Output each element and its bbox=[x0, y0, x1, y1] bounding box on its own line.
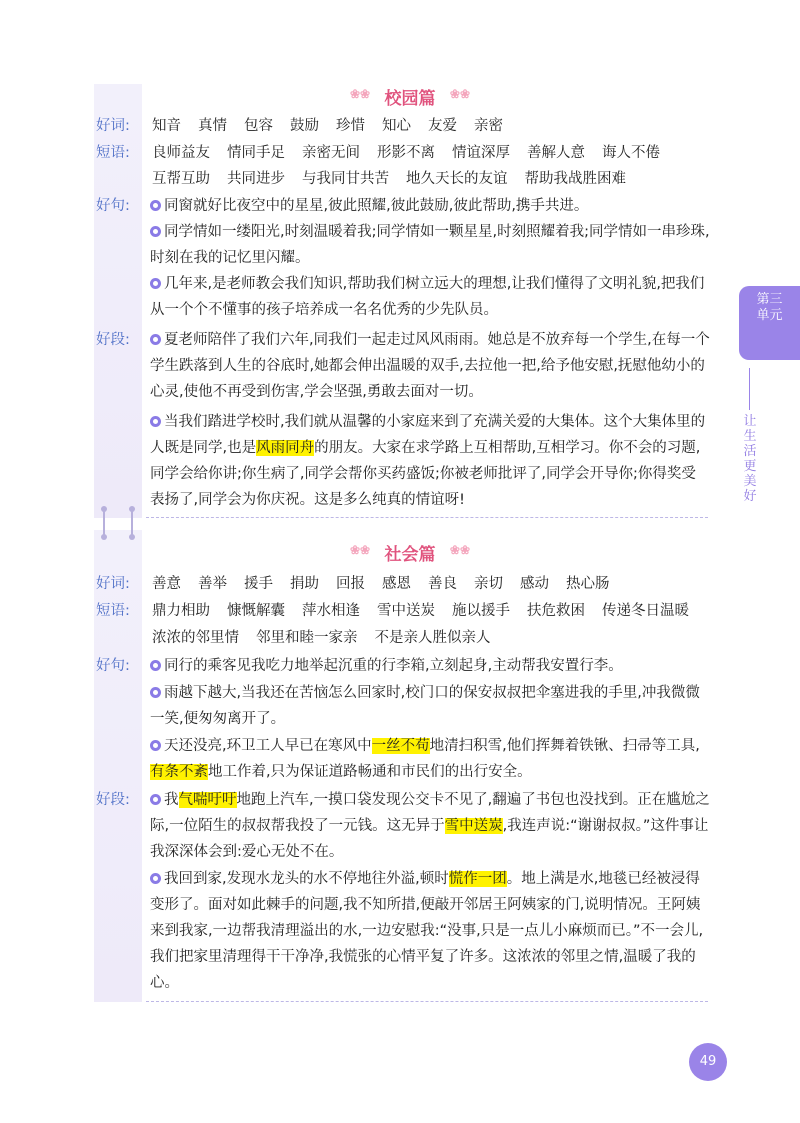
heart-ornament-icon: ❀❀ bbox=[350, 87, 371, 101]
phrase-item: 诲人不倦 bbox=[602, 145, 660, 161]
bullet-icon bbox=[150, 416, 161, 427]
paragraph-text: 我 bbox=[164, 792, 179, 808]
unit-tab[interactable] bbox=[739, 286, 800, 360]
bullet-icon bbox=[150, 794, 161, 805]
section-title-campus bbox=[340, 84, 480, 109]
word-item: 包容 bbox=[244, 118, 273, 134]
bullet-icon bbox=[150, 740, 161, 751]
unit-divider-line bbox=[749, 368, 750, 410]
good-words-label: 好词: bbox=[96, 576, 130, 592]
sentence-text: 几年来,是老师教会我们知识,帮助我们树立远大的理想,让我们懂得了文明礼貌,把我们从一个个不懂事的孩子培养成一名名优秀的少先队员。 bbox=[150, 276, 705, 318]
phrases-list-line1 bbox=[152, 598, 706, 624]
phrase-item: 不是亲人胜似亲人 bbox=[374, 630, 491, 646]
phrase-item: 扶危救困 bbox=[527, 603, 585, 619]
sentence-text: 同窗就好比夜空中的星星,彼此照耀,彼此鼓励,彼此帮助,携手共进。 bbox=[164, 198, 589, 214]
sentence-item bbox=[150, 653, 710, 679]
good-words-list bbox=[152, 571, 627, 597]
connector-dot bbox=[101, 534, 107, 540]
phrase-item: 形影不离 bbox=[377, 145, 435, 161]
section-divider bbox=[146, 1001, 708, 1002]
highlighted-idiom: 有条不紊 bbox=[150, 764, 208, 780]
paragraphs-label: 好段: bbox=[96, 792, 130, 808]
phrase-item: 帮助我战胜困难 bbox=[524, 171, 626, 187]
sentence-item bbox=[150, 680, 710, 732]
word-item: 知心 bbox=[382, 118, 411, 134]
paragraph-text: 地跑上汽车,一摸口袋发现公交卡不见了,翻遍了书包也没找到。正在尴尬之际,一位陌生的叔叔帮我投了一元钱。这无异于 bbox=[150, 792, 710, 834]
sentence-text: 地工作着,只为保证道路畅通和市民们的出行安全。 bbox=[208, 764, 532, 780]
heart-ornament-icon: ❀❀ bbox=[449, 87, 470, 101]
phrase-item: 良师益友 bbox=[152, 145, 210, 161]
sentence-text: 同行的乘客见我吃力地举起沉重的行李箱,立刻起身,主动帮我安置行李。 bbox=[164, 658, 623, 674]
phrases-list-line2 bbox=[152, 625, 508, 651]
bullet-icon bbox=[150, 278, 161, 289]
word-item: 感恩 bbox=[382, 576, 411, 592]
section-title-society bbox=[340, 540, 480, 565]
bullet-icon bbox=[150, 200, 161, 211]
word-item: 善良 bbox=[428, 576, 457, 592]
sentence-text: 同学情如一缕阳光,时刻温暖着我;同学情如一颗星星,时刻照耀着我;同学情如一串珍珠,时刻在我的记忆里闪耀。 bbox=[150, 224, 710, 266]
phrase-item: 传递冬日温暖 bbox=[602, 603, 689, 619]
highlighted-idiom: 气喘吁吁 bbox=[178, 792, 237, 808]
highlighted-idiom: 慌作一团 bbox=[448, 871, 507, 887]
paragraph-text: 的朋友。大家在求学路上互相帮助,互相学习。你不会的习题,同学会给你讲;你生病了,同学会帮你买药盛饭;你被老师批评了,同学会开导你;你得奖受表扬了,同学会为你庆祝。这是多么纯真的情谊呀! bbox=[150, 440, 701, 508]
bullet-icon bbox=[150, 660, 161, 671]
bullet-icon bbox=[150, 226, 161, 237]
phrase-item: 雪中送炭 bbox=[377, 603, 435, 619]
phrases-label: 短语: bbox=[96, 603, 130, 619]
word-item: 亲切 bbox=[474, 576, 503, 592]
sentence-item bbox=[150, 271, 710, 323]
word-item: 善意 bbox=[152, 576, 181, 592]
section-title-text: 社会篇 bbox=[384, 545, 436, 565]
phrase-item: 互帮互助 bbox=[152, 171, 210, 187]
bullet-icon bbox=[150, 687, 161, 698]
paragraph-item bbox=[150, 866, 710, 996]
bullet-icon bbox=[150, 873, 161, 884]
good-words-list bbox=[152, 113, 520, 139]
word-item: 友爱 bbox=[428, 118, 457, 134]
phrase-item: 亲密无间 bbox=[302, 145, 360, 161]
sentences-label: 好句: bbox=[96, 658, 130, 674]
good-words-label: 好词: bbox=[96, 118, 130, 134]
phrases-label: 短语: bbox=[96, 145, 130, 161]
word-item: 珍惜 bbox=[336, 118, 365, 134]
paragraph-text: ,我连声说:“谢谢叔叔。”这件事让我深深体会到:爱心无处不在。 bbox=[150, 818, 709, 860]
highlighted-idiom: 风雨同舟 bbox=[256, 440, 315, 456]
paragraph-item bbox=[150, 327, 710, 405]
phrase-item: 浓浓的邻里情 bbox=[152, 630, 239, 646]
heart-ornament-icon: ❀❀ bbox=[350, 543, 371, 557]
word-item: 亲密 bbox=[474, 118, 503, 134]
word-item: 捐助 bbox=[290, 576, 319, 592]
phrase-item: 与我同甘共苦 bbox=[302, 171, 389, 187]
sentence-item bbox=[150, 193, 710, 219]
section-divider bbox=[146, 517, 708, 518]
phrase-item: 鼎力相助 bbox=[152, 603, 210, 619]
phrase-item: 慷慨解囊 bbox=[227, 603, 285, 619]
word-item: 回报 bbox=[336, 576, 365, 592]
phrases-list-line2 bbox=[152, 166, 643, 192]
unit-theme-label: 让生活更美好 bbox=[743, 414, 757, 504]
phrase-item: 情谊深厚 bbox=[452, 145, 510, 161]
page-number-badge: 49 bbox=[689, 1043, 727, 1081]
sentence-item bbox=[150, 733, 710, 785]
word-item: 援手 bbox=[244, 576, 273, 592]
word-item: 善举 bbox=[198, 576, 227, 592]
connector-dot bbox=[129, 534, 135, 540]
paragraph-text: 夏老师陪伴了我们六年,同我们一起走过风风雨雨。她总是不放弃每一个学生,在每一个学生跌落到人生的谷底时,她都会伸出温暖的双手,去拉他一把,给予他安慰,抚慰他幼小的心灵,使他不再受到伤害,学会坚强,勇敢去面对一切。 bbox=[150, 332, 710, 400]
phrase-item: 邻里和睦一家亲 bbox=[256, 630, 358, 646]
paragraph-text: 当我们踏进学校时,我们就从温馨的小家庭来到了充满关爱的大集体。这个大集体里的人既是同学,也是 bbox=[150, 414, 706, 456]
sentence-text: 天还没亮,环卫工人早已在寒风中 bbox=[164, 738, 372, 754]
phrase-item: 情同手足 bbox=[227, 145, 285, 161]
word-item: 热心肠 bbox=[566, 576, 610, 592]
phrase-item: 施以援手 bbox=[452, 603, 510, 619]
paragraph-item bbox=[150, 787, 710, 865]
section-title-text: 校园篇 bbox=[384, 89, 436, 109]
phrase-item: 萍水相逢 bbox=[302, 603, 360, 619]
highlighted-idiom: 雪中送炭 bbox=[444, 818, 503, 834]
phrase-item: 共同进步 bbox=[227, 171, 285, 187]
word-item: 真情 bbox=[198, 118, 227, 134]
paragraph-text: 我回到家,发现水龙头的水不停地往外溢,顿时 bbox=[164, 871, 449, 887]
phrases-list-line1 bbox=[152, 140, 677, 166]
paragraphs-label: 好段: bbox=[96, 332, 130, 348]
phrase-item: 善解人意 bbox=[527, 145, 585, 161]
sentence-item bbox=[150, 219, 710, 271]
unit-tab-label: 第三单元 bbox=[756, 292, 783, 323]
highlighted-idiom: 一丝不苟 bbox=[371, 738, 430, 754]
paragraph-text: 。地上满是水,地毯已经被浸得变形了。面对如此棘手的问题,我不知所措,便敲开邻居王阿姨家的门,说明情况。王阿姨来到我家,一边帮我清理溢出的水,一边安慰我:“没事,只是一点儿小麻烦而已。”不一会儿,我们把家里清理得干干净净,我慌张的心情平复了许多。这浓浓的邻里之情,温暖了我的心。 bbox=[150, 871, 704, 991]
paragraph-item bbox=[150, 409, 710, 513]
word-item: 鼓励 bbox=[290, 118, 319, 134]
word-item: 感动 bbox=[520, 576, 549, 592]
connector-dot bbox=[129, 506, 135, 512]
connector-dot bbox=[101, 506, 107, 512]
sentences-label: 好句: bbox=[96, 198, 130, 214]
phrase-item: 地久天长的友谊 bbox=[406, 171, 508, 187]
word-item: 知音 bbox=[152, 118, 181, 134]
heart-ornament-icon: ❀❀ bbox=[449, 543, 470, 557]
bullet-icon bbox=[150, 334, 161, 345]
sentence-text: 地清扫积雪,他们挥舞着铁锹、扫帚等工具, bbox=[429, 738, 700, 754]
sentence-text: 雨越下越大,当我还在苦恼怎么回家时,校门口的保安叔叔把伞塞进我的手里,冲我微微一笑,便匆匆离开了。 bbox=[150, 685, 700, 727]
